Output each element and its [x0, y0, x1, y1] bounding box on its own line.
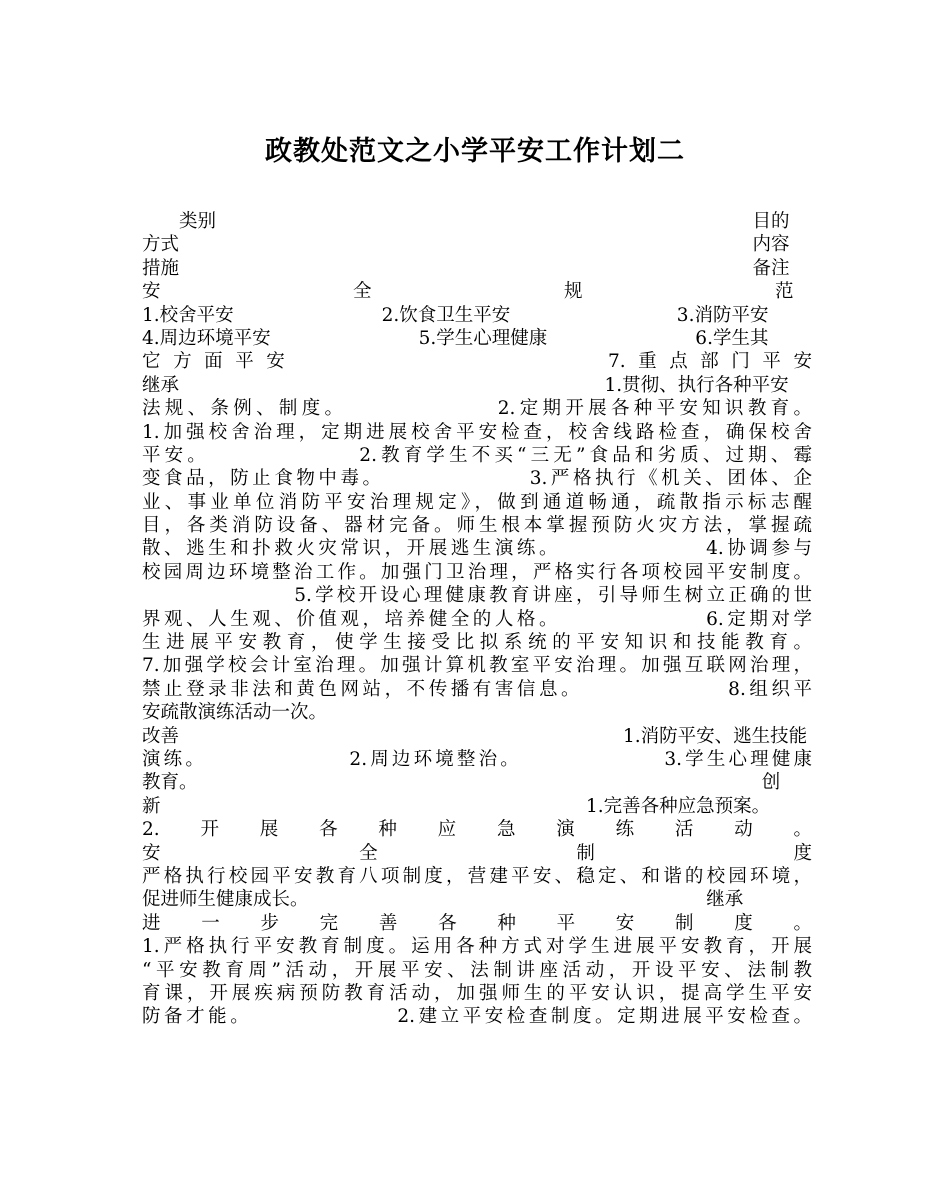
text-line: 4.周边环境平安 5.学生心理健康 6.学生其 [142, 327, 769, 349]
text-line: “平安教育周”活动，开展平安、法制讲座活动，开设平安、法制教 [142, 959, 812, 981]
text-line: 方式 内容 [142, 234, 790, 256]
page-title: 政教处范文之小学平安工作计划二 [265, 136, 685, 167]
text-line: 校园周边环境整治工作。加强门卫治理，严格实行各项校园平安制度。 [142, 561, 812, 583]
text-line: 变食品，防止食物中毒。 3.严格执行《机关、团体、企 [142, 468, 812, 490]
text-line: 安 全 规 范 [142, 281, 812, 303]
text-line: 2. 开 展 各 种 应 急 演 练 活 动 。 [142, 819, 812, 841]
text-line: 育课，开展疾病预防教育活动，加强师生的平安认识，提高学生平安 [142, 982, 812, 1004]
document-body [142, 210, 812, 1029]
text-line: 它方面平安 7.重点部门平安 [142, 351, 812, 373]
text-line: 教育。 创 [142, 772, 781, 794]
text-line: 7.加强学校会计室治理。加强计算机教室平安治理。加强互联网治理， [142, 655, 812, 677]
text-line: 1.加强校舍治理，定期进展校舍平安检查，校舍线路检查，确保校舍 [142, 421, 812, 443]
text-line: 散、逃生和扑救火灾常识，开展逃生演练。 4.协调参与 [142, 538, 812, 560]
text-line: 界观、人生观、价值观，培养健全的人格。 6.定期对学 [142, 608, 812, 630]
text-line: 安疏散演练活动一次。 [142, 702, 328, 724]
text-line: 禁止登录非法和黄色网站，不传播有害信息。 8.组织平 [142, 678, 812, 700]
text-line: 生进展平安教育，使学生接受比拟系统的平安知识和技能教育。 [142, 632, 812, 654]
text-line: 新 1.完善各种应急预案。 [142, 795, 771, 817]
text-line: 继承 1.贯彻、执行各种平安 [142, 374, 789, 396]
text-line: 1.校舍平安 2.饮食卫生平安 3.消防平安 [142, 304, 769, 326]
text-line: 5.学校开设心理健康教育讲座，引导师生树立正确的世 [142, 585, 812, 607]
text-line: 类别 目的 [142, 211, 790, 232]
text-line: 目，各类消防设备、器材完备。师生根本掌握预防火灾方法，掌握疏 [142, 515, 812, 537]
text-line: 防备才能。 2.建立平安检查制度。定期进展平安检查。 [142, 1006, 812, 1028]
text-line: 法规、条例、制度。 2.定期开展各种平安知识教育。 [142, 398, 812, 420]
text-line: 措施 备注 [142, 257, 790, 279]
text-line: 严格执行校园平安教育八项制度，营建平安、稳定、和谐的校园环境， [142, 865, 812, 887]
text-line: 进 一 步 完 善 各 种 平 安 制 度 。 [142, 912, 812, 934]
text-line: 促进师生健康成长。 继承 [142, 889, 744, 911]
text-line: 演练。 2.周边环境整治。 3.学生心理健康 [142, 748, 812, 770]
text-line: 业、事业单位消防平安治理规定》，做到通道畅通，疏散指示标志醒 [142, 491, 812, 513]
text-line: 1.严格执行平安教育制度。运用各种方式对学生进展平安教育，开展 [142, 936, 812, 958]
text-line: 安 全 制 度 [142, 842, 812, 864]
text-line: 平安。 2.教育学生不买“三无”食品和劣质、过期、霉 [142, 444, 812, 466]
text-line: 改善 1.消防平安、逃生技能 [142, 725, 808, 747]
